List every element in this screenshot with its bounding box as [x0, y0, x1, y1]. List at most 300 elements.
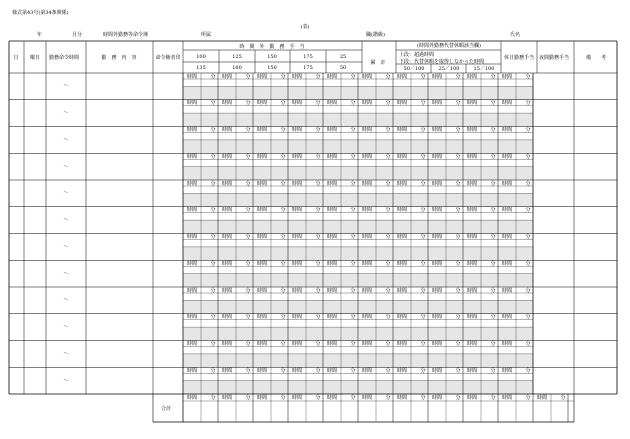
- hour-unit-label: 時間: [291, 180, 303, 187]
- hour-unit-label: 時間: [431, 73, 443, 80]
- order-time-tilde: ～: [63, 190, 69, 197]
- position-label: 職(階級): [366, 32, 385, 38]
- minute-unit-label: 分: [490, 100, 496, 107]
- minute-unit-label: 分: [315, 314, 321, 321]
- minute-unit-label: 分: [455, 73, 461, 80]
- minute-unit-label: 分: [245, 260, 251, 267]
- minute-unit-label: 分: [350, 234, 356, 240]
- hour-unit-label: 時間: [186, 367, 198, 374]
- minute-unit-label: 分: [455, 314, 461, 321]
- total-hour-unit: 時間: [536, 395, 548, 401]
- hour-unit-label: 時間: [186, 153, 198, 160]
- hour-unit-label: 時間: [361, 153, 373, 160]
- minute-unit-label: 分: [455, 100, 461, 107]
- minute-unit-label: 分: [350, 127, 356, 133]
- hour-unit-label: 時間: [396, 73, 408, 80]
- rate-bottom-1: 135: [196, 65, 206, 71]
- hour-unit-label: 時間: [256, 234, 268, 240]
- hour-unit-label: 時間: [186, 73, 198, 80]
- hour-unit-label: 時間: [361, 367, 373, 374]
- hour-unit-label: 時間: [431, 127, 443, 133]
- minute-unit-label: 分: [280, 367, 286, 374]
- hour-unit-label: 時間: [221, 260, 233, 267]
- minute-unit-label: 分: [350, 73, 356, 80]
- minute-unit-label: 分: [350, 287, 356, 294]
- order-time-tilde: ～: [63, 377, 69, 384]
- minute-unit-label: 分: [420, 207, 426, 214]
- minute-unit-label: 分: [525, 341, 531, 347]
- hour-unit-label: 時間: [186, 260, 198, 267]
- hour-unit-label: 時間: [501, 260, 513, 267]
- minute-unit-label: 分: [210, 367, 216, 374]
- hour-unit-label: 時間: [291, 100, 303, 107]
- minute-unit-label: 分: [455, 153, 461, 160]
- order-time-tilde: ～: [63, 270, 69, 277]
- hour-unit-label: 時間: [466, 100, 478, 107]
- hour-unit-label: 時間: [291, 260, 303, 267]
- hour-unit-label: 時間: [256, 73, 268, 80]
- minute-unit-label: 分: [420, 260, 426, 267]
- hour-unit-label: 時間: [431, 287, 443, 294]
- hour-unit-label: 時間: [256, 127, 268, 133]
- minute-unit-label: 分: [420, 100, 426, 107]
- hour-unit-label: 時間: [501, 127, 513, 133]
- total-hour-unit: 時間: [501, 395, 513, 401]
- total-hour-unit: 時間: [396, 395, 408, 401]
- hour-unit-label: 時間: [326, 207, 338, 214]
- hour-unit-label: 時間: [466, 153, 478, 160]
- hour-unit-label: 時間: [326, 234, 338, 240]
- hour-unit-label: 時間: [466, 180, 478, 187]
- hour-unit-label: 時間: [466, 287, 478, 294]
- minute-unit-label: 分: [525, 100, 531, 107]
- minute-unit-label: 分: [210, 73, 216, 80]
- minute-unit-label: 分: [490, 234, 496, 240]
- hour-unit-label: 時間: [431, 314, 443, 321]
- minute-unit-label: 分: [315, 127, 321, 133]
- total-minute-unit: 分: [490, 395, 496, 401]
- minute-unit-label: 分: [350, 260, 356, 267]
- hour-unit-label: 時間: [501, 73, 513, 80]
- minute-unit-label: 分: [350, 367, 356, 374]
- minute-unit-label: 分: [315, 73, 321, 80]
- minute-unit-label: 分: [420, 153, 426, 160]
- minute-unit-label: 分: [315, 100, 321, 107]
- minute-unit-label: 分: [490, 73, 496, 80]
- hour-unit-label: 時間: [256, 180, 268, 187]
- minute-unit-label: 分: [525, 180, 531, 187]
- minute-unit-label: 分: [245, 314, 251, 321]
- hour-unit-label: 時間: [291, 341, 303, 347]
- minute-unit-label: 分: [455, 260, 461, 267]
- minute-unit-label: 分: [420, 234, 426, 240]
- hour-unit-label: 時間: [361, 341, 373, 347]
- minute-unit-label: 分: [420, 367, 426, 374]
- minute-unit-label: 分: [350, 314, 356, 321]
- hour-unit-label: 時間: [431, 367, 443, 374]
- minute-unit-label: 分: [315, 153, 321, 160]
- minute-unit-label: 分: [280, 180, 286, 187]
- weekday-header: 曜日: [29, 55, 41, 61]
- hour-unit-label: 時間: [361, 100, 373, 107]
- minute-unit-label: 分: [385, 367, 391, 374]
- minute-unit-label: 分: [315, 234, 321, 240]
- minute-unit-label: 分: [210, 341, 216, 347]
- minute-unit-label: 分: [245, 180, 251, 187]
- hour-unit-label: 時間: [466, 260, 478, 267]
- hour-unit-label: 時間: [256, 100, 268, 107]
- hour-unit-label: 時間: [431, 180, 443, 187]
- minute-unit-label: 分: [280, 100, 286, 107]
- hour-unit-label: 時間: [431, 100, 443, 107]
- minute-unit-label: 分: [245, 207, 251, 214]
- minute-unit-label: 分: [210, 260, 216, 267]
- total-minute-unit: 分: [420, 395, 426, 401]
- minute-unit-label: 分: [420, 180, 426, 187]
- minute-unit-label: 分: [350, 180, 356, 187]
- minute-unit-label: 分: [350, 341, 356, 347]
- hour-unit-label: 時間: [431, 207, 443, 214]
- hour-unit-label: 時間: [361, 207, 373, 214]
- minute-unit-label: 分: [210, 207, 216, 214]
- total-hour-unit: 時間: [466, 395, 478, 401]
- minute-unit-label: 分: [525, 287, 531, 294]
- order-time-tilde: ～: [63, 350, 69, 357]
- hour-unit-label: 時間: [361, 234, 373, 240]
- substitute-rate-1: 50／100: [403, 66, 425, 72]
- hour-unit-label: 時間: [396, 100, 408, 107]
- minute-unit-label: 分: [315, 341, 321, 347]
- minute-unit-label: 分: [210, 153, 216, 160]
- rate-bottom-3: 150: [267, 65, 277, 71]
- hour-unit-label: 時間: [501, 180, 513, 187]
- minute-unit-label: 分: [420, 341, 426, 347]
- form-title: 時間外勤務等命令簿: [103, 32, 149, 38]
- hour-unit-label: 時間: [431, 341, 443, 347]
- rate-bottom-5: 50: [339, 65, 347, 71]
- minute-unit-label: 分: [385, 287, 391, 294]
- minute-unit-label: 分: [385, 341, 391, 347]
- hour-unit-label: 時間: [396, 287, 408, 294]
- hour-unit-label: 時間: [186, 314, 198, 321]
- minute-unit-label: 分: [385, 73, 391, 80]
- substitute-rate-2: 25／100: [438, 66, 460, 72]
- rate-top-1: 100: [196, 54, 206, 60]
- hour-unit-label: 時間: [501, 153, 513, 160]
- minute-unit-label: 分: [385, 180, 391, 187]
- hour-unit-label: 時間: [466, 207, 478, 214]
- minute-unit-label: 分: [385, 127, 391, 133]
- hour-unit-label: 時間: [291, 234, 303, 240]
- hour-unit-label: 時間: [396, 127, 408, 133]
- form-id: 様式第43号(第34条関係): [12, 10, 69, 16]
- minute-unit-label: 分: [385, 207, 391, 214]
- hour-unit-label: 時間: [291, 367, 303, 374]
- minute-unit-label: 分: [490, 260, 496, 267]
- hour-unit-label: 時間: [326, 287, 338, 294]
- minute-unit-label: 分: [350, 207, 356, 214]
- minute-unit-label: 分: [210, 180, 216, 187]
- hour-unit-label: 時間: [326, 100, 338, 107]
- minute-unit-label: 分: [490, 367, 496, 374]
- total-hour-unit: 時間: [221, 395, 233, 401]
- minute-unit-label: 分: [525, 367, 531, 374]
- total-hour-unit: 時間: [256, 395, 268, 401]
- minute-unit-label: 分: [525, 314, 531, 321]
- minute-unit-label: 分: [280, 73, 286, 80]
- minute-unit-label: 分: [385, 260, 391, 267]
- minute-unit-label: 分: [350, 100, 356, 107]
- hour-unit-label: 時間: [221, 341, 233, 347]
- hour-unit-label: 時間: [501, 100, 513, 107]
- hour-unit-label: 時間: [501, 207, 513, 214]
- rate-top-3: 150: [267, 54, 277, 60]
- minute-unit-label: 分: [490, 127, 496, 133]
- overtime-pay-header: 時 間 外 勤 務 手 当: [239, 44, 305, 50]
- total-minute-unit: 分: [315, 395, 321, 401]
- minute-unit-label: 分: [525, 153, 531, 160]
- hour-unit-label: 時間: [256, 367, 268, 374]
- minute-unit-label: 分: [245, 367, 251, 374]
- hour-unit-label: 時間: [256, 153, 268, 160]
- hour-unit-label: 時間: [361, 260, 373, 267]
- order-time-header: 勤務命令時間: [48, 55, 80, 61]
- minute-unit-label: 分: [280, 234, 286, 240]
- minute-unit-label: 分: [455, 207, 461, 214]
- minute-unit-label: 分: [245, 127, 251, 133]
- minute-unit-label: 分: [245, 153, 251, 160]
- hour-unit-label: 時間: [186, 287, 198, 294]
- hour-unit-label: 時間: [396, 260, 408, 267]
- hour-unit-label: 時間: [291, 314, 303, 321]
- total-row-label: 合計: [160, 406, 172, 412]
- minute-unit-label: 分: [490, 341, 496, 347]
- hour-unit-label: 時間: [361, 127, 373, 133]
- hour-unit-label: 時間: [221, 207, 233, 214]
- minute-unit-label: 分: [245, 73, 251, 80]
- hour-unit-label: 時間: [186, 341, 198, 347]
- minute-unit-label: 分: [315, 287, 321, 294]
- total-hour-unit: 時間: [186, 395, 198, 401]
- minute-unit-label: 分: [315, 260, 321, 267]
- minute-unit-label: 分: [490, 314, 496, 321]
- hour-unit-label: 時間: [326, 127, 338, 133]
- minute-unit-label: 分: [455, 287, 461, 294]
- hour-unit-label: 時間: [361, 314, 373, 321]
- minute-unit-label: 分: [280, 341, 286, 347]
- hour-unit-label: 時間: [256, 314, 268, 321]
- minute-unit-label: 分: [280, 127, 286, 133]
- order-time-tilde: ～: [63, 324, 69, 331]
- hour-unit-label: 時間: [291, 127, 303, 133]
- hour-unit-label: 時間: [291, 287, 303, 294]
- minute-unit-label: 分: [210, 314, 216, 321]
- minute-unit-label: 分: [315, 180, 321, 187]
- hour-unit-label: 時間: [186, 100, 198, 107]
- minute-unit-label: 分: [385, 153, 391, 160]
- minute-unit-label: 分: [280, 153, 286, 160]
- hour-unit-label: 時間: [361, 287, 373, 294]
- minute-unit-label: 分: [455, 367, 461, 374]
- rate-bottom-4: 175: [303, 65, 313, 71]
- minute-unit-label: 分: [455, 234, 461, 240]
- order-time-tilde: ～: [63, 83, 69, 90]
- minute-unit-label: 分: [280, 287, 286, 294]
- rate-bottom-2: 160: [232, 65, 242, 71]
- minute-unit-label: 分: [455, 180, 461, 187]
- hour-unit-label: 時間: [256, 260, 268, 267]
- hour-unit-label: 時間: [256, 341, 268, 347]
- hour-unit-label: 時間: [291, 207, 303, 214]
- hour-unit-label: 時間: [431, 260, 443, 267]
- total-minute-unit: 分: [280, 395, 286, 401]
- hour-unit-label: 時間: [396, 341, 408, 347]
- hour-unit-label: 時間: [501, 234, 513, 240]
- minute-unit-label: 分: [280, 207, 286, 214]
- hour-unit-label: 時間: [361, 180, 373, 187]
- hour-unit-label: 時間: [396, 234, 408, 240]
- hour-unit-label: 時間: [466, 73, 478, 80]
- holiday-pay-header: 休日勤務手当: [503, 55, 535, 61]
- name-label: 氏名: [510, 32, 521, 38]
- minute-unit-label: 分: [490, 180, 496, 187]
- affiliation-label: 所属: [201, 32, 212, 38]
- minute-unit-label: 分: [210, 127, 216, 133]
- minute-unit-label: 分: [385, 100, 391, 107]
- total-minute-unit: 分: [245, 395, 251, 401]
- order-time-tilde: ～: [63, 243, 69, 250]
- minute-unit-label: 分: [525, 234, 531, 240]
- hour-unit-label: 時間: [221, 367, 233, 374]
- total-minute-unit: 分: [560, 395, 566, 401]
- hour-unit-label: 時間: [396, 314, 408, 321]
- hour-unit-label: 時間: [326, 180, 338, 187]
- hour-unit-label: 時間: [221, 180, 233, 187]
- substitute-leave-title: (時間外勤務代替休暇該当欄): [417, 43, 481, 49]
- hour-unit-label: 時間: [256, 207, 268, 214]
- total-minute-unit: 分: [385, 395, 391, 401]
- hour-unit-label: 時間: [431, 234, 443, 240]
- hour-unit-label: 時間: [466, 341, 478, 347]
- hour-unit-label: 時間: [501, 367, 513, 374]
- year-label: 年: [37, 32, 43, 38]
- hour-unit-label: 時間: [361, 73, 373, 80]
- minute-unit-label: 分: [280, 260, 286, 267]
- work-content-header: 勤 務 内 容: [101, 55, 137, 61]
- minute-unit-label: 分: [525, 260, 531, 267]
- hour-unit-label: 時間: [326, 153, 338, 160]
- substitute-leave-line1: 上段：超過時間: [399, 52, 435, 58]
- hour-unit-label: 時間: [186, 234, 198, 240]
- minute-unit-label: 分: [455, 341, 461, 347]
- minute-unit-label: 分: [420, 127, 426, 133]
- minute-unit-label: 分: [350, 153, 356, 160]
- order-time-tilde: ～: [63, 136, 69, 143]
- hour-unit-label: 時間: [501, 341, 513, 347]
- hour-unit-label: 時間: [221, 127, 233, 133]
- hour-unit-label: 時間: [466, 314, 478, 321]
- total-hour-unit: 時間: [291, 395, 303, 401]
- minute-unit-label: 分: [525, 207, 531, 214]
- hour-unit-label: 時間: [326, 260, 338, 267]
- order-time-tilde: ～: [63, 217, 69, 224]
- hour-unit-label: 時間: [221, 314, 233, 321]
- minute-unit-label: 分: [525, 73, 531, 80]
- hour-unit-label: 時間: [466, 234, 478, 240]
- month-label: 月分: [72, 32, 83, 38]
- total-hour-unit: 時間: [361, 395, 373, 401]
- minute-unit-label: 分: [420, 314, 426, 321]
- minute-unit-label: 分: [280, 314, 286, 321]
- hour-unit-label: 時間: [291, 73, 303, 80]
- minute-unit-label: 分: [210, 100, 216, 107]
- minute-unit-label: 分: [315, 367, 321, 374]
- minute-unit-label: 分: [490, 207, 496, 214]
- hour-unit-label: 時間: [396, 180, 408, 187]
- minute-unit-label: 分: [490, 153, 496, 160]
- rate-top-5: 25: [339, 54, 347, 60]
- minute-unit-label: 分: [490, 287, 496, 294]
- total-hour-unit: 時間: [326, 395, 338, 401]
- minute-unit-label: 分: [245, 341, 251, 347]
- substitute-leave-line2: 下段：代替休暇を取得しなかった時間: [399, 59, 485, 65]
- order-time-tilde: ～: [63, 297, 69, 304]
- night-pay-header: 夜間勤務手当: [538, 55, 570, 61]
- hour-unit-label: 時間: [221, 287, 233, 294]
- hour-unit-label: 時間: [186, 207, 198, 214]
- hour-unit-label: 時間: [466, 127, 478, 133]
- substitute-rate-3: 15／100: [473, 66, 495, 72]
- minute-unit-label: 分: [420, 287, 426, 294]
- total-minute-unit: 分: [210, 395, 216, 401]
- minute-unit-label: 分: [210, 234, 216, 240]
- hour-unit-label: 時間: [221, 100, 233, 107]
- minute-unit-label: 分: [385, 234, 391, 240]
- hour-unit-label: 時間: [291, 153, 303, 160]
- total-minute-unit: 分: [455, 395, 461, 401]
- minute-unit-label: 分: [245, 100, 251, 107]
- total-header: 累 計: [370, 60, 386, 66]
- minute-unit-label: 分: [210, 287, 216, 294]
- orderer-seal-header: 命令権者印: [155, 55, 181, 61]
- hour-unit-label: 時間: [466, 367, 478, 374]
- hour-unit-label: 時間: [326, 341, 338, 347]
- hour-unit-label: 時間: [221, 73, 233, 80]
- hour-unit-label: 時間: [431, 153, 443, 160]
- hour-unit-label: 時間: [326, 73, 338, 80]
- hour-unit-label: 時間: [256, 287, 268, 294]
- minute-unit-label: 分: [455, 127, 461, 133]
- day-header: 日: [13, 55, 19, 61]
- hour-unit-label: 時間: [326, 367, 338, 374]
- hour-unit-label: 時間: [396, 153, 408, 160]
- order-time-tilde: ～: [63, 110, 69, 117]
- total-minute-unit: 分: [350, 395, 356, 401]
- hour-unit-label: 時間: [221, 234, 233, 240]
- hour-unit-label: 時間: [501, 314, 513, 321]
- hour-unit-label: 時間: [396, 367, 408, 374]
- hour-unit-label: 時間: [396, 207, 408, 214]
- minute-unit-label: 分: [245, 234, 251, 240]
- hour-unit-label: 時間: [326, 314, 338, 321]
- hour-unit-label: 時間: [186, 127, 198, 133]
- minute-unit-label: 分: [315, 207, 321, 214]
- hour-unit-label: 時間: [501, 287, 513, 294]
- front-mark: (表): [300, 24, 310, 30]
- minute-unit-label: 分: [385, 314, 391, 321]
- minute-unit-label: 分: [420, 73, 426, 80]
- order-time-tilde: ～: [63, 163, 69, 170]
